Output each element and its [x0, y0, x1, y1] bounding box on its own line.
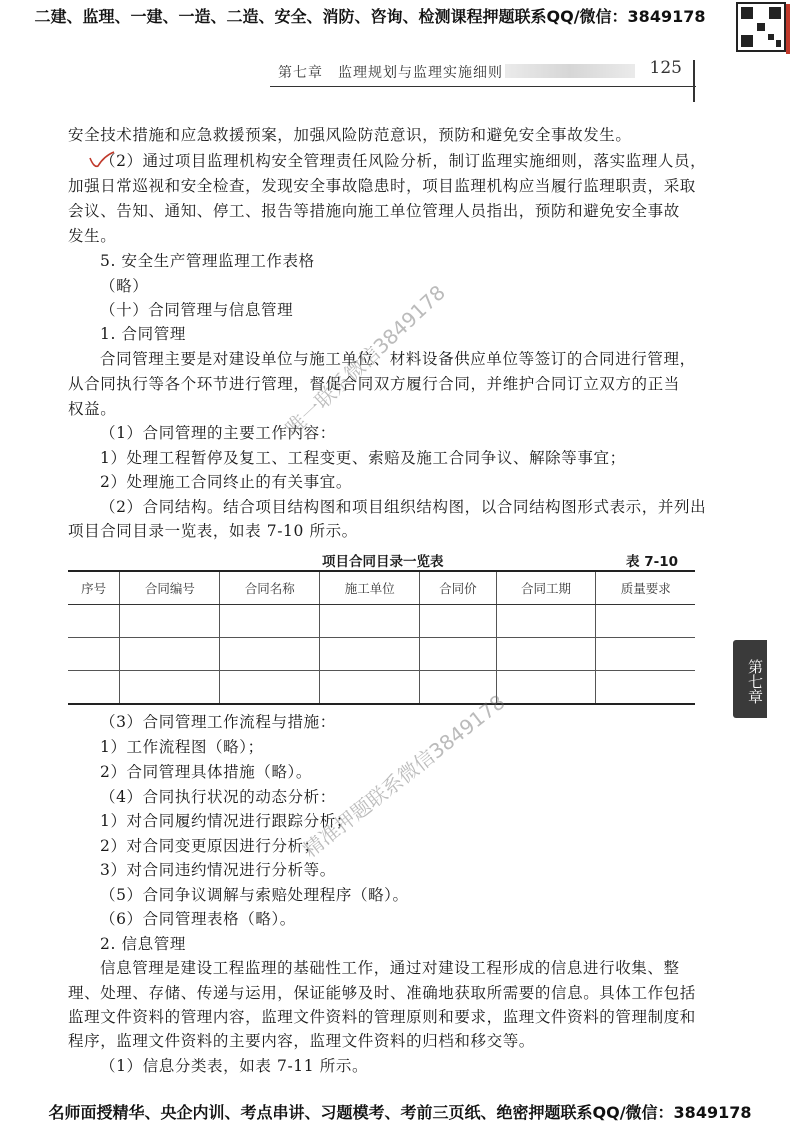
- table-header-cell: 质量要求: [596, 571, 695, 605]
- body-line: 权益。: [68, 400, 117, 418]
- body-line: 发生。: [68, 227, 117, 245]
- table-title: 项目合同目录一览表: [322, 554, 444, 570]
- body-line: 合同管理主要是对建设单位与施工单位、材料设备供应单位等签订的合同进行管理，: [100, 350, 696, 368]
- scan-smear: [505, 64, 635, 78]
- body-line: 1）工作流程图（略）；: [100, 738, 264, 756]
- chapter-side-tab: 第七章: [733, 640, 767, 718]
- table-row: [68, 671, 695, 705]
- body-line: 从合同执行等各个环节进行管理，督促合同双方履行合同，并维护合同订立双方的正当: [68, 375, 680, 393]
- body-line: 信息管理是建设工程监理的基础性工作，通过对建设工程形成的信息进行收集、整: [100, 959, 680, 977]
- table-header-cell: 合同价: [420, 571, 496, 605]
- body-line: （4）合同执行状况的动态分析：: [100, 788, 336, 806]
- body-line: 安全技术措施和应急救援预案，加强风险防范意识，预防和避免安全事故发生。: [68, 126, 632, 144]
- section-heading: 2. 信息管理: [100, 935, 186, 953]
- body-line: （6）合同管理表格（略）。: [100, 910, 296, 928]
- body-line: 2）处理施工合同终止的有关事宜。: [100, 473, 352, 491]
- table-header-cell: 施工单位: [320, 571, 420, 605]
- watermark-text: 精准押题联系微信3849178: [298, 689, 510, 863]
- table-number: 表 7-10: [626, 554, 678, 570]
- body-line: （1）合同管理的主要工作内容：: [100, 424, 336, 442]
- body-line: 项目合同目录一览表，如表 7-10 所示。: [68, 522, 358, 540]
- section-heading: （十）合同管理与信息管理: [100, 301, 294, 319]
- section-heading: 1. 合同管理: [100, 325, 186, 343]
- body-line: 加强日常巡视和安全检查，发现安全事故隐患时，项目监理机构应当履行监理职责，采取: [68, 177, 696, 195]
- bottom-promo-banner: 名师面授精华、央企内训、考点串讲、习题模考、考前三页纸、绝密押题联系QQ/微信：3849178: [48, 1103, 752, 1122]
- table-row: [68, 605, 695, 638]
- watermark-text: 唯一联系微信3849178: [280, 280, 451, 441]
- body-line: 2）对合同变更原因进行分析；: [100, 837, 320, 855]
- body-line: （3）合同管理工作流程与措施：: [100, 713, 336, 731]
- table-header-cell: 合同工期: [496, 571, 596, 605]
- body-line: （2）通过项目监理机构安全管理责任风险分析，制订监理实施细则，落实监理人员，: [100, 152, 707, 170]
- page-number: 125: [649, 58, 682, 78]
- body-line: 2）合同管理具体措施（略）。: [100, 763, 313, 781]
- body-line: （2）合同结构。结合项目结构图和项目组织结构图，以合同结构图形式表示，并列出: [100, 498, 707, 516]
- body-line: 理、处理、存储、传递与运用，保证能够及时、准确地获取所需要的信息。具体工作包括: [68, 984, 696, 1002]
- header-rule: [693, 60, 695, 102]
- body-line: 会议、告知、通知、停工、报告等措施向施工单位管理人员指出，预防和避免安全事故: [68, 202, 680, 220]
- body-line: （略）: [100, 277, 149, 295]
- chapter-title: 第七章 监理规划与监理实施细则: [278, 65, 503, 81]
- table-header-cell: 序号: [68, 571, 120, 605]
- table-header-cell: 合同编号: [120, 571, 220, 605]
- body-line: 监理文件资料的管理内容，监理文件资料的管理原则和要求，监理文件资料的管理制度和: [68, 1008, 696, 1026]
- contract-catalog-table: [68, 570, 695, 705]
- top-promo-banner: 二建、监理、一建、一造、二造、安全、消防、咨询、检测课程押题联系QQ/微信：3849178: [34, 7, 706, 26]
- body-line: 3）对合同违约情况进行分析等。: [100, 861, 336, 879]
- table-row: [68, 638, 695, 671]
- body-line: 1）对合同履约情况进行跟踪分析；: [100, 812, 352, 830]
- qr-code-image: [736, 2, 786, 52]
- section-heading: 5. 安全生产管理监理工作表格: [100, 252, 315, 270]
- table-header-cell: 合同名称: [220, 571, 320, 605]
- table-header-row: [68, 571, 695, 605]
- body-line: （1）信息分类表，如表 7-11 所示。: [100, 1057, 369, 1075]
- body-line: （5）合同争议调解与索赔处理程序（略）。: [100, 886, 409, 904]
- body-line: 程序，监理文件资料的主要内容，监理文件资料的归档和移交等。: [68, 1032, 535, 1050]
- body-line: 1）处理工程暂停及复工、工程变更、索赔及施工合同争议、解除等事宜；: [100, 449, 626, 467]
